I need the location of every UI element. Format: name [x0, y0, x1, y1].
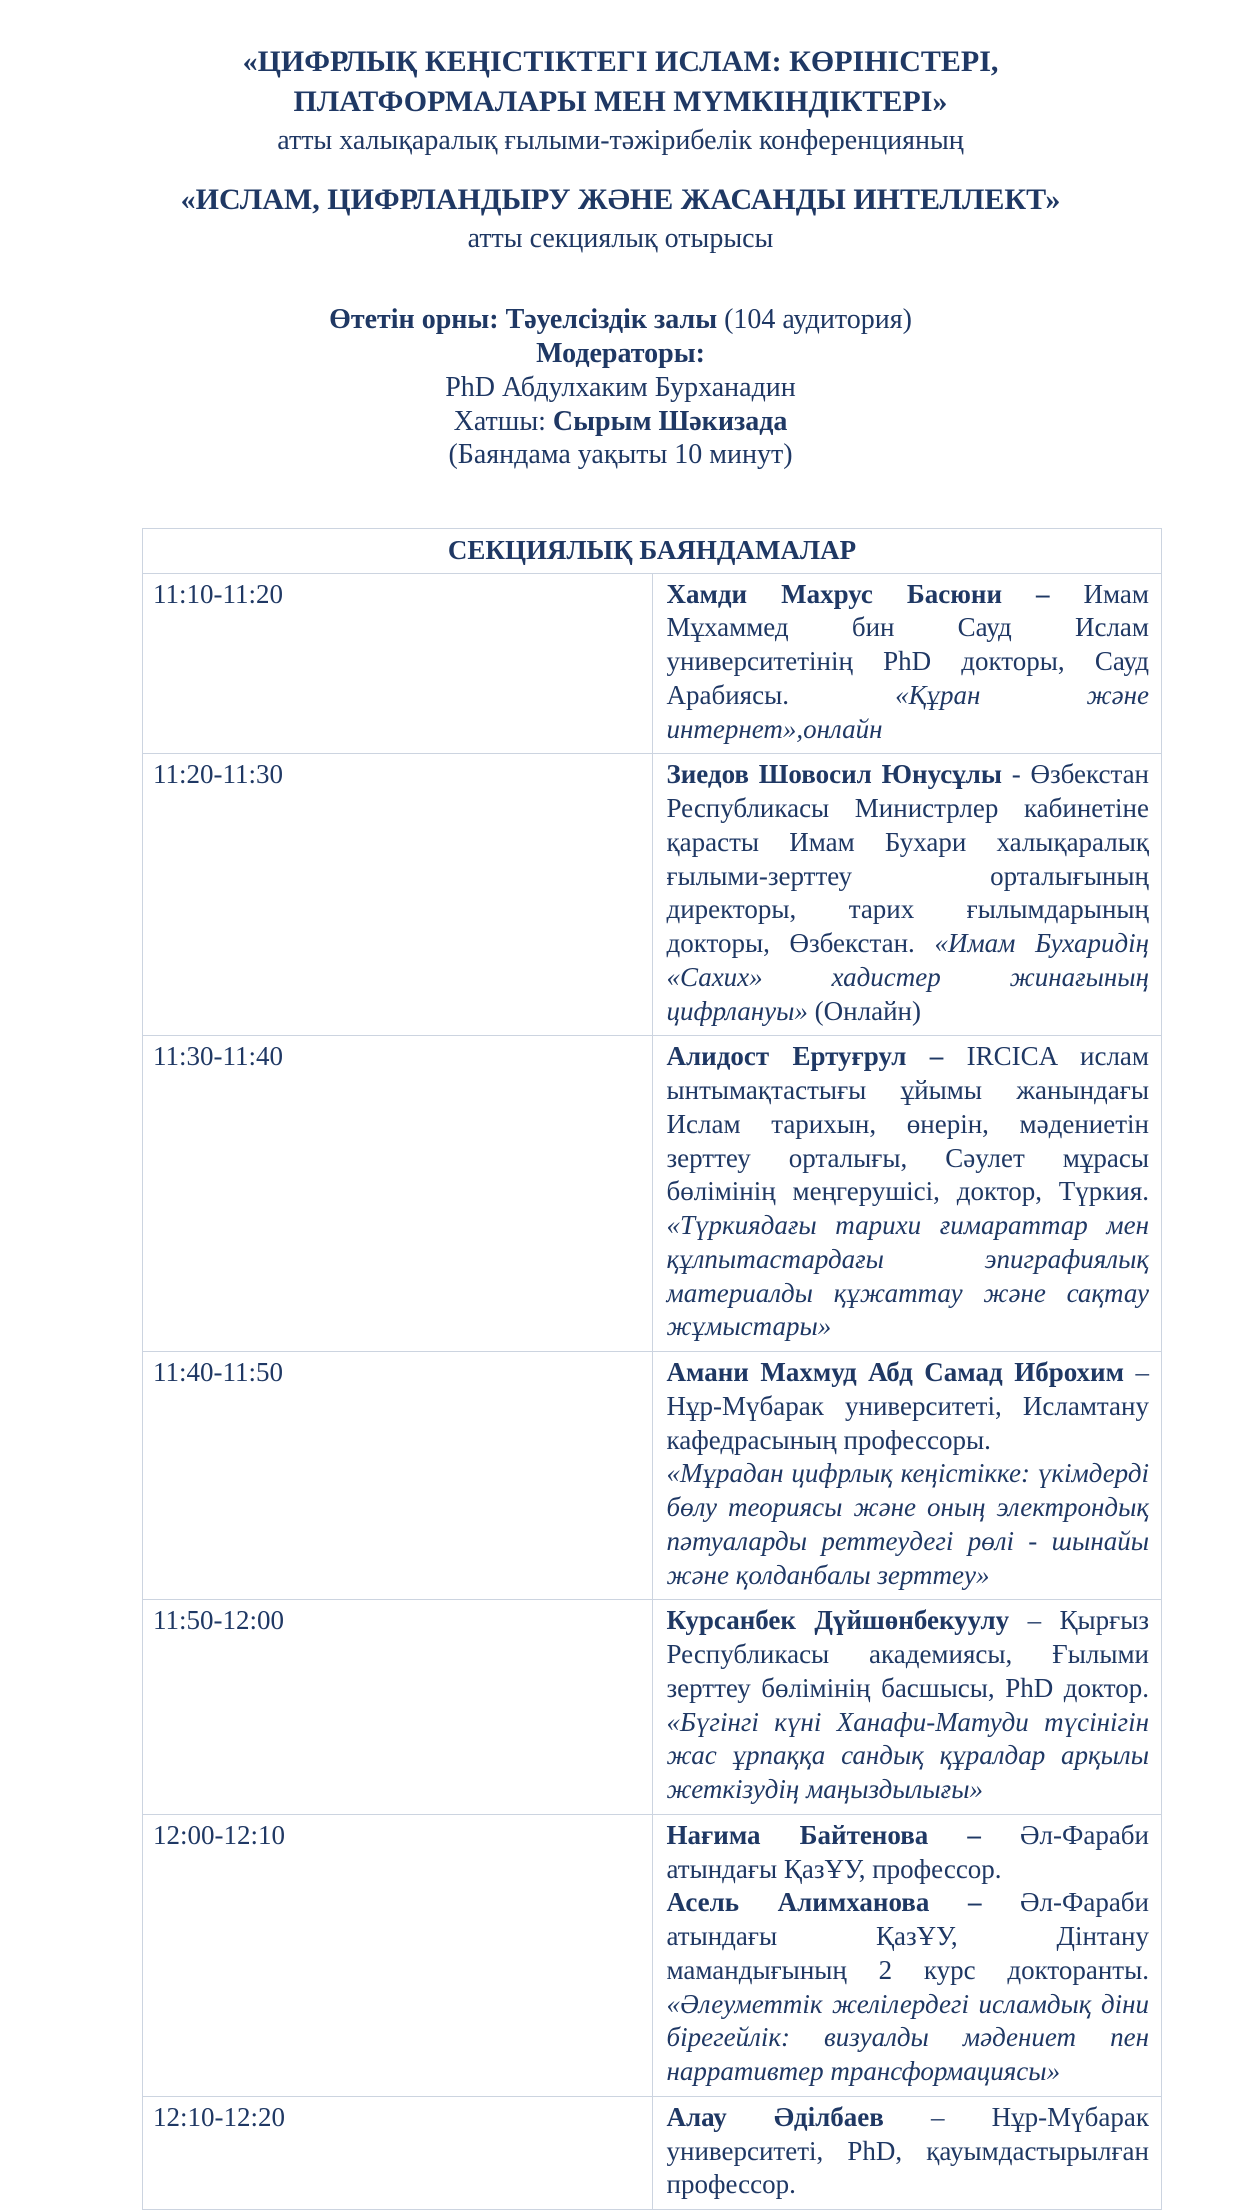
conference-title-line2: ПЛАТФОРМАЛАРЫ МЕН МҮМКІНДІКТЕРІ»: [293, 84, 948, 118]
conference-subtitle: атты халықаралық ғылыми-тәжірибелік конференцияның: [277, 124, 964, 156]
conference-title-line1: «ЦИФРЛЫҚ КЕҢІСТІКТЕГІ ИСЛАМ: КӨРІНІСТЕРІ,: [242, 45, 999, 78]
time-cell: 11:30-11:40: [143, 1036, 653, 1352]
text-segment: – Нұр-Мүбарак университеті, PhD, қауымдастырылған профессор.: [666, 2101, 1149, 2200]
description-cell: [652, 754, 1162, 1036]
text-segment: Амани Махмуд Абд Самад Иброхим: [666, 1357, 1124, 1388]
table-row: [143, 1352, 1162, 1600]
time-cell: 11:20-11:30: [143, 754, 653, 1036]
section-title: «ИСЛАМ, ЦИФРЛАНДЫРУ ЖӘНЕ ЖАСАНДЫ ИНТЕЛЛЕКТ»: [180, 183, 1061, 217]
table-row: [143, 1814, 1162, 2096]
table-row: [143, 573, 1162, 754]
text-segment: «Әлеуметтік желілердегі исламдық діни бірегейлік: визуалды мәдениет пен нарративтер трансформациясы»: [666, 1988, 1149, 2087]
text-segment: «Имам Бухаридің «Сахих» хадистер жинағының цифрлануы»: [666, 928, 1149, 1026]
text-segment: Хамди Махрус Басюни –: [666, 578, 1084, 609]
description-cell: [652, 1352, 1162, 1600]
time-cell: 11:40-11:50: [143, 1352, 653, 1600]
text-segment: – Қырғыз Республикасы академиясы, Ғылыми зерттеу бөлімінің басшысы, PhD доктор.: [666, 1605, 1149, 1703]
session-info-block: [0, 303, 1241, 472]
table-row: [143, 1036, 1162, 1352]
description-cell: [652, 1036, 1162, 1352]
time-cell: 11:10-11:20: [143, 573, 653, 754]
text-segment: Әл-Фараби атындағы ҚазҰУ, профессор.: [666, 1819, 1149, 1884]
program-table: [142, 528, 1162, 2210]
text-segment: Курсанбек Дүйшөнбекуулу: [666, 1605, 1010, 1636]
info-line: [0, 405, 1241, 439]
program-table-body: [143, 573, 1162, 2210]
text-segment: «Бүгінгі күні Ханафи-Матуди түсінігін жас ұрпаққа сандық құралдар арқылы жеткізудің маңыздылығы»: [666, 1706, 1149, 1805]
text-segment: Хатшы:: [453, 405, 553, 437]
info-line: [0, 303, 1241, 337]
text-segment: Әл-Фараби атындағы ҚазҰУ, Дінтану мамандығының 2 курс докторанты.: [666, 1887, 1149, 1985]
text-segment: «Құран және интернет»,онлайн: [666, 679, 1149, 744]
info-line: [0, 438, 1241, 472]
description-cell: [652, 1814, 1162, 2096]
text-segment: «Түркиядағы тарихи ғимараттар мен құлпытастардағы эпиграфиялық материалды құжаттау және сақтау жұмыстары»: [666, 1210, 1149, 1342]
program-table-wrap: [142, 528, 1241, 2210]
time-cell: 11:50-12:00: [143, 1600, 653, 1815]
text-segment: PhD Абдулхаким Бурханадин: [445, 371, 796, 403]
text-segment: – Нұр-Мүбарак университеті, Исламтану кафедрасының профессоры.: [666, 1357, 1149, 1455]
description-cell: [652, 573, 1162, 754]
text-segment: IRCICA ислам ынтымақтастығы ұйымы жанындағы Ислам тарихын, өнерін, мәдениетін зерттеу орталығы, Сәулет мұрасы бөлімінің меңгерушісі, доктор, Түркия.: [666, 1041, 1149, 1207]
text-segment: Зиедов Шовосил Юнусұлы: [666, 759, 1002, 790]
table-row: [143, 754, 1162, 1036]
text-segment: Имам Мұхаммед бин Сауд Ислам университетінің PhD докторы, Сауд Арабиясы.: [666, 578, 1149, 710]
text-segment: Нағима Байтенова –: [666, 1819, 1021, 1850]
table-title: СЕКЦИЯЛЫҚ БАЯНДАМАЛАР: [143, 529, 1162, 573]
text-segment: (Баяндама уақыты 10 минут): [448, 439, 793, 471]
text-segment: (104 аудитория): [717, 303, 912, 335]
info-line: [0, 337, 1241, 371]
text-segment: Сырым Шәкизада: [552, 405, 788, 437]
text-segment: «Мұрадан цифрлық кеңістікке: үкімдерді бөлу теориясы және оның электрондық пәтуаларды реттеудегі рөлі - шынайы және қолданбалы зерттеу»: [666, 1458, 1149, 1590]
time-cell: 12:00-12:10: [143, 1814, 653, 2096]
table-row: [143, 2096, 1162, 2209]
description-cell: [652, 1600, 1162, 1815]
text-segment: - Өзбекстан Республикасы Министрлер кабинетіне қарасты Имам Бухари халықаралық ғылыми-зерттеу орталығының директоры, тарих ғылымдарының докторы, Өзбекстан.: [666, 759, 1150, 959]
description-cell: [652, 2096, 1162, 2209]
text-segment: Өтетін орны: Тәуелсіздік залы: [329, 303, 718, 335]
table-row: [143, 1600, 1162, 1815]
text-segment: Алау Әділбаев: [666, 2101, 884, 2132]
text-segment: Алидост Ертуғрул –: [666, 1041, 967, 1072]
text-segment: Модераторы:: [536, 337, 705, 369]
time-cell: 12:10-12:20: [143, 2096, 653, 2209]
table-title-row: [143, 529, 1162, 573]
text-segment: (Онлайн): [807, 995, 921, 1026]
text-segment: Асель Алимханова –: [666, 1887, 1021, 1918]
info-line: [0, 371, 1241, 405]
section-subtitle: атты секциялық отырысы: [467, 223, 774, 255]
